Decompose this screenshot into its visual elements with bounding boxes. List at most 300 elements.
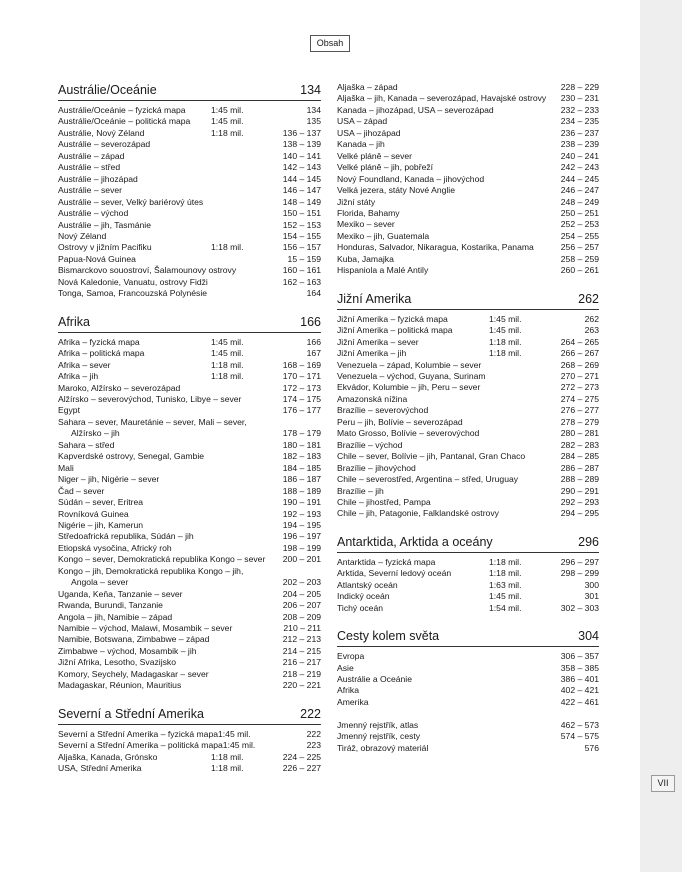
- entry-pages: 574 – 575: [560, 731, 599, 742]
- toc-entry[interactable]: [337, 663, 599, 674]
- toc-entry[interactable]: [337, 360, 599, 371]
- entry-title: Maroko, Alžírsko – severozápad: [58, 382, 181, 393]
- entry-title: Nový Zéland: [58, 230, 107, 241]
- entry-pages: 136 – 137: [282, 127, 321, 138]
- entry-scale: [211, 680, 265, 691]
- entry-pages: 204 – 205: [282, 588, 321, 599]
- entry-title: Kanada – jihozápad, USA – severozápad: [337, 104, 494, 115]
- entry-scale: [489, 486, 543, 497]
- entry-title: Hispaniola a Malé Antily: [337, 265, 429, 276]
- section-heading: [337, 534, 599, 553]
- toc-entry[interactable]: [58, 208, 321, 219]
- entry-pages: 286 – 287: [560, 462, 599, 473]
- toc-entry[interactable]: [58, 463, 321, 474]
- entry-pages: 142 – 143: [282, 162, 321, 173]
- toc-entry[interactable]: [337, 265, 599, 276]
- entry-pages: 174 – 175: [282, 393, 321, 404]
- entry-title: Brazílie – jihovýchod: [337, 462, 416, 473]
- toc-entry[interactable]: [337, 674, 599, 685]
- toc-entry[interactable]: [337, 591, 599, 602]
- entry-pages: 272 – 273: [560, 382, 599, 393]
- entry-title: Venezuela – západ, Kolumbie – sever: [337, 359, 482, 370]
- entry-title: USA – jihozápad: [337, 127, 401, 138]
- entry-pages: 240 – 241: [560, 150, 599, 161]
- toc-entry[interactable]: [58, 277, 321, 288]
- toc-entry[interactable]: [337, 463, 599, 474]
- section-title: Cesty kolem světa: [337, 629, 440, 644]
- section-heading: [337, 628, 599, 647]
- entry-scale: 1:45 mil.: [211, 348, 244, 359]
- toc-entry[interactable]: [58, 612, 321, 623]
- entry-scale: 1:45 mil.: [489, 325, 522, 336]
- entry-pages: 168 – 169: [282, 359, 321, 370]
- entry-pages: 246 – 247: [560, 185, 599, 196]
- entry-pages: 178 – 179: [282, 428, 321, 439]
- toc-entry[interactable]: [337, 394, 599, 405]
- entry-pages: 300: [584, 579, 599, 590]
- entry-pages: 150 – 151: [282, 208, 321, 219]
- toc-entry[interactable]: [58, 242, 321, 253]
- toc-entry[interactable]: [337, 405, 599, 416]
- toc-entry[interactable]: [58, 646, 321, 657]
- entry-scale: [489, 128, 543, 139]
- toc-entry[interactable]: [58, 220, 321, 231]
- entry-scale: 1:45 mil.: [211, 105, 244, 115]
- toc-entry[interactable]: [58, 288, 321, 299]
- entry-title: Austrálie – sever: [58, 185, 123, 196]
- toc-entry[interactable]: [337, 497, 599, 508]
- entry-scale: [211, 657, 265, 668]
- entry-scale: [211, 520, 265, 531]
- entry-title: Amerika: [337, 696, 369, 707]
- entry-scale: [489, 440, 543, 451]
- toc-entry[interactable]: [337, 151, 599, 162]
- toc-entry[interactable]: [337, 231, 599, 242]
- toc-entry[interactable]: [58, 680, 321, 691]
- entry-scale: [489, 219, 543, 230]
- entry-pages: 192 – 193: [282, 508, 321, 519]
- entry-pages: 200 – 201: [282, 554, 321, 565]
- toc-entry[interactable]: [337, 697, 599, 708]
- entry-title: Angola – jih, Namibie – západ: [58, 611, 173, 622]
- entry-scale: 1:18 mil.: [211, 751, 244, 762]
- entry-pages: 144 – 145: [282, 173, 321, 184]
- entry-scale: [489, 254, 543, 265]
- entry-pages: 176 – 177: [282, 405, 321, 416]
- toc-entry[interactable]: [58, 254, 321, 265]
- toc-entry[interactable]: [58, 554, 321, 565]
- entry-pages: 290 – 291: [560, 485, 599, 496]
- entry-pages: 210 – 211: [283, 623, 321, 634]
- toc-entry[interactable]: [337, 174, 599, 185]
- toc-entry[interactable]: [58, 669, 321, 680]
- toc-entry[interactable]: [337, 440, 599, 451]
- toc-entry[interactable]: [337, 371, 599, 382]
- entry-pages: 212 – 213: [282, 634, 321, 645]
- entry-pages: 274 – 275: [560, 393, 599, 404]
- entry-pages: 296 – 297: [560, 556, 599, 567]
- entry-pages: 226 – 227: [282, 763, 321, 774]
- toc-entry[interactable]: [58, 139, 321, 150]
- entry-scale: [211, 531, 265, 542]
- entry-scale: [211, 497, 265, 508]
- entry-pages: 198 – 199: [282, 542, 321, 553]
- toc-entry[interactable]: [58, 348, 321, 359]
- toc-entry[interactable]: [58, 428, 321, 439]
- toc-entry[interactable]: [337, 93, 599, 104]
- toc-entry[interactable]: [58, 740, 321, 751]
- entry-scale: [211, 486, 265, 497]
- entry-pages: 218 – 219: [282, 668, 321, 679]
- entry-title: Austrálie – sever, Velký bariérový útes: [58, 196, 204, 207]
- entry-pages: 263: [584, 325, 599, 336]
- toc-entry[interactable]: [337, 116, 599, 127]
- entry-title: Jižní Amerika – politická mapa: [337, 325, 453, 336]
- toc-entry[interactable]: [337, 337, 599, 348]
- toc-entry[interactable]: [337, 162, 599, 173]
- toc-entry[interactable]: [58, 231, 321, 242]
- entry-pages: 184 – 185: [282, 462, 321, 473]
- entry-pages: 248 – 249: [560, 196, 599, 207]
- entry-scale: [211, 589, 265, 600]
- toc-entry[interactable]: [58, 752, 321, 763]
- entry-pages: 146 – 147: [282, 185, 321, 196]
- entry-scale: [211, 254, 265, 265]
- entry-scale: [489, 116, 543, 127]
- entry-pages: 228 – 229: [560, 82, 599, 92]
- entry-title: Peru – jih, Bolívie – severozápad: [337, 416, 463, 427]
- toc-entry[interactable]: [58, 729, 321, 740]
- entry-title: Austrálie a Oceánie: [337, 674, 412, 685]
- toc-entry[interactable]: [58, 116, 321, 127]
- toc-entry[interactable]: [58, 634, 321, 645]
- entry-title: Bismarckovo souostroví, Šalamounovy ostrovy: [58, 265, 237, 276]
- toc-entry[interactable]: [337, 508, 599, 519]
- entry-scale: [211, 440, 265, 451]
- entry-title: Afrika – fyzická mapa: [58, 336, 140, 347]
- entry-scale: [211, 428, 265, 439]
- entry-scale: 1:45 mil.: [489, 313, 522, 324]
- entry-scale: [211, 577, 265, 588]
- entry-pages: 270 – 271: [560, 370, 599, 381]
- entry-scale: [241, 394, 280, 405]
- entry-title: Velká jezera, státy Nové Anglie: [337, 185, 455, 196]
- toc-entry[interactable]: [337, 428, 599, 439]
- entry-title: Afrika – politická mapa: [58, 348, 145, 359]
- entry-title: Afrika – jih: [58, 371, 99, 382]
- toc-entry[interactable]: [58, 577, 321, 588]
- entry-pages: 298 – 299: [560, 568, 599, 579]
- toc-entry[interactable]: [58, 383, 321, 394]
- entry-title: Brazílie – severovýchod: [337, 405, 429, 416]
- toc-entry[interactable]: [58, 185, 321, 196]
- entry-pages: 135: [306, 116, 321, 127]
- entry-scale: 1:45 mil.: [489, 591, 522, 602]
- entry-scale: [489, 360, 543, 371]
- section-page: 304: [578, 629, 599, 644]
- toc-entry[interactable]: [58, 623, 321, 634]
- entry-scale: [489, 497, 543, 508]
- toc-entry[interactable]: [337, 474, 599, 485]
- entry-pages: 276 – 277: [560, 405, 599, 416]
- toc-entry[interactable]: [58, 337, 321, 348]
- entry-scale: [211, 543, 265, 554]
- entry-title: Austrálie/Oceánie – politická mapa: [58, 116, 191, 127]
- entry-title: Sahara – sever, Mauretánie – sever, Mali – sever,: [58, 416, 247, 427]
- entry-scale: [489, 651, 543, 662]
- toc-entry[interactable]: [337, 731, 599, 742]
- entry-scale: [489, 139, 543, 150]
- entry-pages: 262: [584, 313, 599, 324]
- entry-scale: 1:54 mil.: [489, 602, 522, 613]
- toc-section-afrika: [58, 314, 321, 692]
- toc-entry[interactable]: [58, 474, 321, 485]
- entry-pages: 138 – 139: [282, 139, 321, 150]
- toc-entry[interactable]: [337, 242, 599, 253]
- entry-title: Austrálie – střed: [58, 162, 121, 173]
- entry-pages: 202 – 203: [282, 577, 321, 588]
- toc-entry[interactable]: [337, 580, 599, 591]
- entry-scale: [489, 197, 543, 208]
- page-number: VII: [651, 775, 675, 792]
- toc-entry[interactable]: [58, 486, 321, 497]
- toc-entry[interactable]: [58, 657, 321, 668]
- toc-entry[interactable]: [337, 651, 599, 662]
- entry-scale: [211, 231, 265, 242]
- toc-entry[interactable]: [58, 197, 321, 208]
- entry-title: Egypt: [58, 405, 80, 416]
- entry-pages: 196 – 197: [282, 531, 321, 542]
- entry-title: Mali: [58, 462, 74, 473]
- section-title: Severní a Střední Amerika: [58, 706, 204, 721]
- entry-scale: [211, 220, 265, 231]
- toc-entry[interactable]: [337, 197, 599, 208]
- entry-title: Angola – sever: [71, 577, 129, 588]
- entry-scale: [211, 151, 265, 162]
- entry-scale: 1:18 mil.: [489, 348, 522, 359]
- toc-entry[interactable]: [58, 151, 321, 162]
- toc-entry[interactable]: [337, 185, 599, 196]
- entry-scale: [247, 417, 283, 428]
- section-page: 296: [578, 534, 599, 549]
- section-heading: [58, 314, 321, 333]
- section-page: 222: [300, 706, 321, 721]
- toc-entry[interactable]: [58, 417, 321, 428]
- toc-entry[interactable]: [337, 254, 599, 265]
- toc-entry[interactable]: [337, 314, 599, 325]
- entry-pages: 302 – 303: [560, 602, 599, 613]
- entry-title: Afrika – sever: [58, 359, 111, 370]
- entry-pages: 190 – 191: [282, 497, 321, 508]
- toc-entry[interactable]: [58, 763, 321, 774]
- entry-pages: 180 – 181: [282, 439, 321, 450]
- entry-scale: [489, 720, 543, 731]
- entry-pages: 160 – 161: [282, 265, 321, 276]
- toc-entry[interactable]: [337, 685, 599, 696]
- entry-scale: [211, 383, 265, 394]
- entry-pages: 294 – 295: [560, 508, 599, 519]
- entry-title: Jmenný rejstřík, cesty: [337, 731, 421, 742]
- section-title: Jižní Amerika: [337, 291, 412, 306]
- entry-title: Rovníková Guinea: [58, 508, 129, 519]
- entry-title: Austrálie – severozápad: [58, 139, 151, 150]
- toc-entry[interactable]: [58, 105, 321, 116]
- toc-entry[interactable]: [337, 219, 599, 230]
- toc-entry[interactable]: [337, 105, 599, 116]
- toc-entry[interactable]: [337, 348, 599, 359]
- section-page: 262: [578, 291, 599, 306]
- spacer: [337, 708, 599, 719]
- toc-entry[interactable]: [337, 603, 599, 614]
- entry-scale: 1:18 mil.: [211, 242, 244, 253]
- entry-pages: 140 – 141: [282, 150, 321, 161]
- entry-scale: 1:45 mil.: [218, 728, 251, 739]
- entry-pages: 301: [584, 591, 599, 602]
- entry-scale: [489, 428, 543, 439]
- entry-pages: 258 – 259: [560, 253, 599, 264]
- toc-entry[interactable]: [58, 566, 321, 577]
- toc-entry[interactable]: [58, 543, 321, 554]
- toc-entry[interactable]: [337, 208, 599, 219]
- entry-title: Venezuela – východ, Guyana, Surinam: [337, 370, 486, 381]
- entry-pages: 154 – 155: [282, 230, 321, 241]
- entry-title: Jmenný rejstřík, atlas: [337, 719, 419, 730]
- entry-title: Asie: [337, 662, 354, 673]
- entry-scale: [265, 554, 282, 565]
- entry-pages: 134: [306, 105, 321, 115]
- entry-scale: 1:45 mil.: [222, 740, 256, 751]
- toc-entry[interactable]: [58, 509, 321, 520]
- toc-entry[interactable]: [58, 360, 321, 371]
- entry-pages: 306 – 357: [560, 651, 599, 662]
- entry-title: USA, Střední Amerika: [58, 763, 142, 774]
- entry-pages: 15 – 159: [287, 253, 321, 264]
- toc-entry[interactable]: [337, 82, 599, 93]
- entry-title: Afrika: [337, 685, 359, 696]
- toc-entry[interactable]: [337, 382, 599, 393]
- entry-title: Severní a Střední Amerika – fyzická mapa: [58, 728, 219, 739]
- toc-entry[interactable]: [58, 162, 321, 173]
- entry-title: Austrálie – jih, Tasmánie: [58, 219, 151, 230]
- entry-title: Středoafrická republika, Súdán – jih: [58, 531, 194, 542]
- toc-entry[interactable]: [337, 417, 599, 428]
- toc-entry[interactable]: [58, 174, 321, 185]
- entry-title: Austrálie – východ: [58, 208, 129, 219]
- entry-scale: [243, 566, 281, 577]
- entry-title: Kuba, Jamajka: [337, 253, 394, 264]
- entry-scale: [211, 463, 265, 474]
- toc-entry[interactable]: [337, 557, 599, 568]
- section-page: 134: [300, 83, 321, 97]
- toc-entry[interactable]: [337, 139, 599, 150]
- entry-title: Chile – severostřed, Argentina – střed, Uruguay: [337, 474, 519, 485]
- entry-pages: 358 – 385: [560, 662, 599, 673]
- toc-entry[interactable]: [58, 440, 321, 451]
- entry-title: Uganda, Keňa, Tanzanie – sever: [58, 588, 183, 599]
- entry-pages: 170 – 171: [282, 371, 321, 382]
- entry-scale: [236, 265, 278, 276]
- entry-scale: [489, 371, 543, 382]
- toc-entry[interactable]: [58, 394, 321, 405]
- entry-scale: [489, 151, 543, 162]
- toc-column-right: [337, 82, 599, 754]
- toc-entry[interactable]: [58, 497, 321, 508]
- toc-entry[interactable]: [337, 325, 599, 336]
- toc-entry[interactable]: [58, 520, 321, 531]
- entry-pages: 266 – 267: [560, 348, 599, 359]
- toc-entry[interactable]: [337, 743, 599, 754]
- entry-title: Mato Grosso, Bolívie – severovýchod: [337, 428, 480, 439]
- toc-entry[interactable]: [58, 589, 321, 600]
- toc-entry[interactable]: [337, 128, 599, 139]
- toc-entry[interactable]: [337, 720, 599, 731]
- entry-scale: [489, 743, 543, 754]
- toc-entry[interactable]: [58, 600, 321, 611]
- entry-title: Kongo – jih, Demokratická republika Kongo – jih,: [58, 565, 244, 576]
- section-title: Austrálie/Oceánie: [58, 83, 157, 97]
- toc-entry[interactable]: [58, 128, 321, 139]
- entry-title: Čad – sever: [58, 485, 105, 496]
- entry-pages: 254 – 255: [560, 230, 599, 241]
- entry-title: Jižní Amerika – sever: [337, 336, 419, 347]
- toc-entry[interactable]: [58, 265, 321, 276]
- toc-entry[interactable]: [337, 568, 599, 579]
- toc-entry[interactable]: [58, 451, 321, 462]
- entry-pages: 238 – 239: [560, 139, 599, 150]
- entry-title: Jižní Afrika, Lesotho, Svazijsko: [58, 657, 176, 668]
- entry-pages: 288 – 289: [560, 474, 599, 485]
- entry-scale: [211, 162, 265, 173]
- entry-title: Súdán – sever, Eritrea: [58, 497, 144, 508]
- entry-scale: [211, 646, 265, 657]
- toc-entry[interactable]: [58, 405, 321, 416]
- entry-scale: [211, 669, 265, 680]
- entry-scale: [518, 474, 558, 485]
- entry-pages: 256 – 257: [560, 242, 599, 253]
- entry-title: Honduras, Salvador, Nikaragua, Kostarika, Panama: [337, 242, 534, 253]
- entry-pages: 194 – 195: [282, 519, 321, 530]
- entry-pages: 268 – 269: [560, 359, 599, 370]
- entry-pages: 164: [306, 288, 321, 299]
- section-heading: [337, 291, 599, 310]
- entry-title: Namibie – východ, Malawi, Mosambik – sever: [58, 623, 233, 634]
- entry-title: Atlantský oceán: [337, 579, 398, 590]
- entry-scale: [211, 288, 265, 299]
- entry-scale: [489, 394, 543, 405]
- entry-scale: [211, 509, 265, 520]
- entry-scale: 1:18 mil.: [489, 556, 522, 567]
- entry-scale: 1:18 mil.: [211, 359, 244, 370]
- section-page: 166: [300, 314, 321, 329]
- entry-scale: [489, 231, 543, 242]
- entry-pages: 284 – 285: [560, 451, 599, 462]
- entry-title: Komory, Seychely, Madagaskar – sever: [58, 668, 209, 679]
- entry-scale: [489, 382, 543, 393]
- toc-entry[interactable]: [58, 531, 321, 542]
- toc-entry[interactable]: [337, 451, 599, 462]
- entry-scale: [489, 685, 543, 696]
- entry-title: Kongo – sever, Demokratická republika Kongo – sever: [58, 554, 266, 565]
- entry-scale: [534, 242, 561, 253]
- entry-pages: 214 – 215: [282, 645, 321, 656]
- entry-pages: 236 – 237: [560, 127, 599, 138]
- entry-scale: [489, 208, 543, 219]
- entry-pages: 576: [584, 742, 599, 753]
- entry-pages: 172 – 173: [282, 382, 321, 393]
- toc-entry[interactable]: [337, 486, 599, 497]
- entry-pages: 250 – 251: [560, 207, 599, 218]
- toc-entry[interactable]: [58, 371, 321, 382]
